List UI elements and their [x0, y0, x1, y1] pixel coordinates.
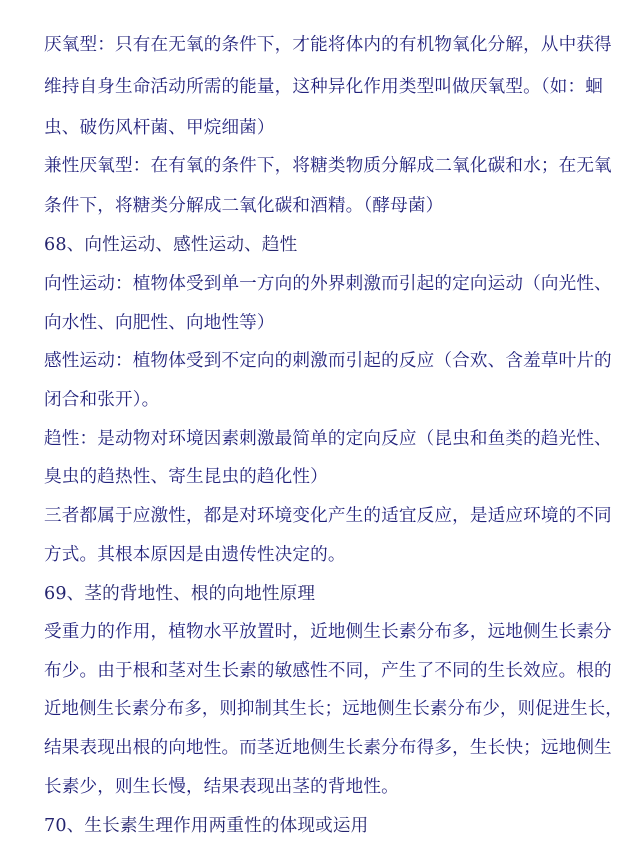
text-line: 感性运动：植物体受到不定向的刺激而引起的反应（合欢、含羞草叶片的 [44, 351, 612, 371]
text-line: 近地侧生长素分布多，则抑制其生长；远地侧生长素分布少，则促进生长， [44, 699, 623, 719]
text-line: 方式。其根本原因是由遗传性决定的。 [44, 545, 346, 565]
text-line: 向水性、向肥性、向地性等） [44, 313, 275, 333]
section-heading-68: 68、向性运动、感性运动、趋性 [44, 235, 298, 255]
text-line: 维持自身生命活动所需的能量，这种异化作用类型叫做厌氧型。（如：蛔 [44, 77, 604, 97]
text-line: 虫、破伤风杆菌、甲烷细菌） [44, 118, 275, 138]
text-line: 长素少，则生长慢，结果表现出茎的背地性。 [44, 777, 399, 797]
text-line: 臭虫的趋热性、寄生昆虫的趋化性） [44, 467, 328, 487]
text-line: 条件下，将糖类分解成二氧化碳和酒精。（酵母菌） [44, 196, 444, 216]
text-line: 厌氧型：只有在无氧的条件下，才能将体内的有机物氧化分解，从中获得 [44, 35, 612, 55]
text-line: 结果表现出根的向地性。而茎近地侧生长素分布得多，生长快；远地侧生 [44, 738, 612, 758]
section-heading-69: 69、茎的背地性、根的向地性原理 [44, 584, 316, 604]
text-line: 趋性：是动物对环境因素刺激最简单的定向反应（昆虫和鱼类的趋光性、 [44, 429, 612, 449]
text-line: 向性运动：植物体受到单一方向的外界刺激而引起的定向运动（向光性、 [44, 274, 612, 294]
text-line: 闭合和张开）。 [44, 390, 160, 410]
text-line: 受重力的作用，植物水平放置时，近地侧生长素分布多，远地侧生长素分 [44, 622, 612, 642]
text-line: 兼性厌氧型：在有氧的条件下，将糖类物质分解成二氧化碳和水；在无氧 [44, 156, 612, 176]
text-line: 三者都属于应激性，都是对环境变化产生的适宜反应，是适应环境的不同 [44, 506, 612, 526]
section-heading-70: 70、生长素生理作用两重性的体现或运用 [44, 816, 369, 836]
text-line: 布少。由于根和茎对生长素的敏感性不同，产生了不同的生长效应。根的 [44, 661, 612, 681]
